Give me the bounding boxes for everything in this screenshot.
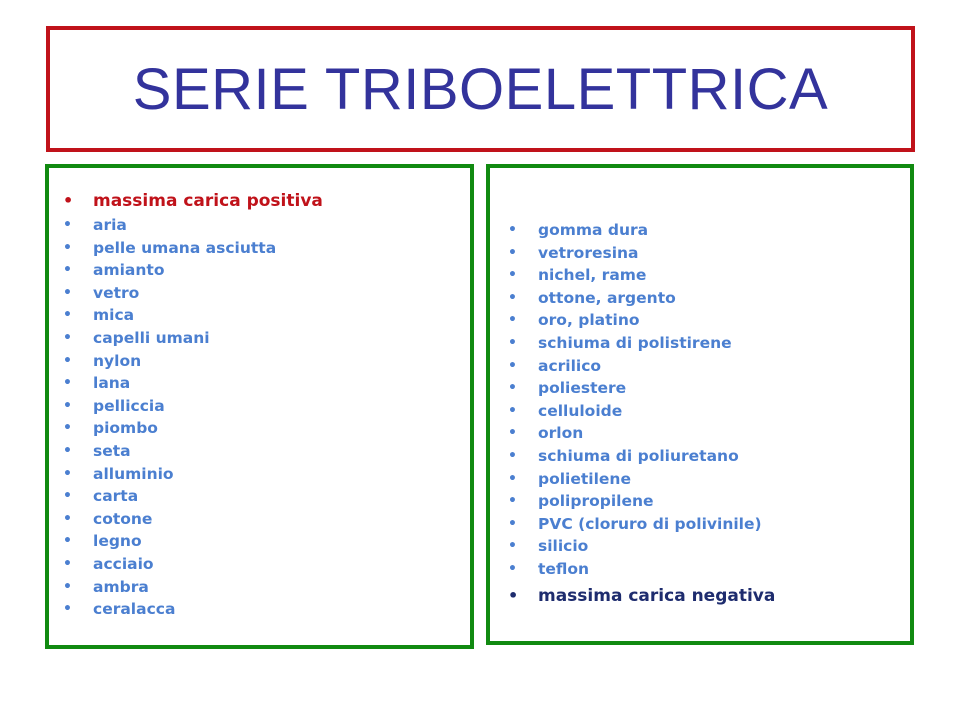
bullet-icon: • xyxy=(508,267,517,284)
bullet-icon: • xyxy=(508,312,517,329)
list-item xyxy=(61,282,323,305)
bullet-icon: • xyxy=(63,262,72,279)
list-item-label: amianto xyxy=(93,261,165,280)
title-box xyxy=(46,26,915,152)
list-item-label: silicio xyxy=(538,537,589,556)
list-item xyxy=(506,490,775,513)
bullet-icon: • xyxy=(63,533,72,550)
bullet-icon: • xyxy=(508,244,517,261)
bullet-icon: • xyxy=(63,397,72,414)
bullet-icon: • xyxy=(508,538,517,555)
list-item xyxy=(506,513,775,536)
list-item-label: nylon xyxy=(93,351,142,370)
bullet-icon: • xyxy=(508,585,519,605)
positive-list xyxy=(61,188,323,621)
list-item xyxy=(506,422,775,445)
list-item-label: cotone xyxy=(93,509,153,528)
list-item-label: acrilico xyxy=(538,356,602,375)
list-item-label: seta xyxy=(93,441,131,460)
positive-header xyxy=(61,188,323,214)
list-item-label: celluloide xyxy=(538,401,623,420)
bullet-icon: • xyxy=(63,601,72,618)
bullet-icon: • xyxy=(508,447,517,464)
positive-column xyxy=(45,164,474,649)
bullet-icon: • xyxy=(63,465,72,482)
bullet-icon: • xyxy=(63,510,72,527)
bullet-icon: • xyxy=(63,488,72,505)
list-item xyxy=(61,530,323,553)
bullet-icon: • xyxy=(508,493,517,510)
bullet-icon: • xyxy=(63,442,72,459)
list-item xyxy=(506,377,775,400)
list-item-label: nichel, rame xyxy=(538,266,647,285)
list-item-label: schiuma di polistirene xyxy=(538,333,732,352)
bullet-icon: • xyxy=(508,334,517,351)
list-item-label: piombo xyxy=(93,419,158,438)
list-item xyxy=(506,535,775,558)
bullet-icon: • xyxy=(63,329,72,346)
bullet-icon: • xyxy=(63,578,72,595)
list-item xyxy=(61,304,323,327)
list-item xyxy=(506,355,775,378)
list-item-label: vetroresina xyxy=(538,243,639,262)
bullet-icon: • xyxy=(508,402,517,419)
list-item-label: orlon xyxy=(538,424,584,443)
list-item-label: ambra xyxy=(93,577,149,596)
bullet-icon: • xyxy=(508,289,517,306)
list-item-label: pelle umana asciutta xyxy=(93,238,277,257)
list-item-label: schiuma di poliuretano xyxy=(538,446,739,465)
list-item-label: teflon xyxy=(538,559,590,578)
negative-footer-label: massima carica negativa xyxy=(538,585,776,606)
bullet-icon: • xyxy=(508,425,517,442)
bullet-icon: • xyxy=(63,284,72,301)
bullet-icon: • xyxy=(508,380,517,397)
list-item-label: carta xyxy=(93,487,139,506)
list-item xyxy=(61,576,323,599)
list-item-label: gomma dura xyxy=(538,221,649,239)
list-item xyxy=(61,463,323,486)
list-item-label: ceralacca xyxy=(93,600,176,619)
list-item xyxy=(61,508,323,531)
list-item xyxy=(61,214,323,237)
bullet-icon: • xyxy=(508,560,517,577)
list-item xyxy=(61,237,323,260)
list-item xyxy=(61,417,323,440)
bullet-icon: • xyxy=(63,191,74,210)
bullet-icon: • xyxy=(63,352,72,369)
list-item xyxy=(506,264,775,287)
bullet-icon: • xyxy=(63,375,72,392)
list-item xyxy=(61,485,323,508)
list-item xyxy=(61,372,323,395)
list-item-label: acciaio xyxy=(93,554,154,573)
list-item xyxy=(506,309,775,332)
list-item-label: alluminio xyxy=(93,464,174,483)
list-item xyxy=(506,400,775,423)
list-item xyxy=(61,350,323,373)
list-item-label: polietilene xyxy=(538,469,631,488)
bullet-icon: • xyxy=(63,217,72,233)
list-item-label: oro, platino xyxy=(538,311,640,330)
page-title: SERIE TRIBOELETTRICA xyxy=(132,56,829,122)
list-item xyxy=(61,259,323,282)
bullet-icon: • xyxy=(508,222,517,238)
positive-header-label: massima carica positiva xyxy=(93,191,323,211)
negative-list xyxy=(506,219,775,609)
list-item xyxy=(506,242,775,265)
bullet-icon: • xyxy=(508,357,517,374)
list-item xyxy=(506,219,775,242)
list-item-label: mica xyxy=(93,306,135,325)
list-item xyxy=(506,468,775,491)
list-item-label: pelliccia xyxy=(93,396,165,415)
list-item xyxy=(61,440,323,463)
bullet-icon: • xyxy=(63,307,72,324)
list-item-label: polipropilene xyxy=(538,492,654,511)
list-item xyxy=(61,553,323,576)
list-item xyxy=(61,395,323,418)
list-item xyxy=(61,598,323,621)
list-item-label: poliestere xyxy=(538,379,627,398)
negative-footer xyxy=(506,583,775,609)
list-item-label: capelli umani xyxy=(93,328,210,347)
bullet-icon: • xyxy=(63,420,72,437)
bullet-icon: • xyxy=(63,555,72,572)
list-item-label: PVC (cloruro di polivinile) xyxy=(538,514,762,533)
list-item-label: lana xyxy=(93,374,131,393)
list-item xyxy=(61,327,323,350)
list-item xyxy=(506,558,775,581)
list-item xyxy=(506,332,775,355)
list-item-label: legno xyxy=(93,532,142,551)
bullet-icon: • xyxy=(508,470,517,487)
bullet-icon: • xyxy=(508,515,517,532)
negative-column xyxy=(486,164,914,645)
list-item-label: ottone, argento xyxy=(538,288,676,307)
list-item-label: vetro xyxy=(93,283,140,302)
list-item xyxy=(506,287,775,310)
list-item-label: aria xyxy=(93,216,127,234)
bullet-icon: • xyxy=(63,239,72,256)
list-item xyxy=(506,445,775,468)
